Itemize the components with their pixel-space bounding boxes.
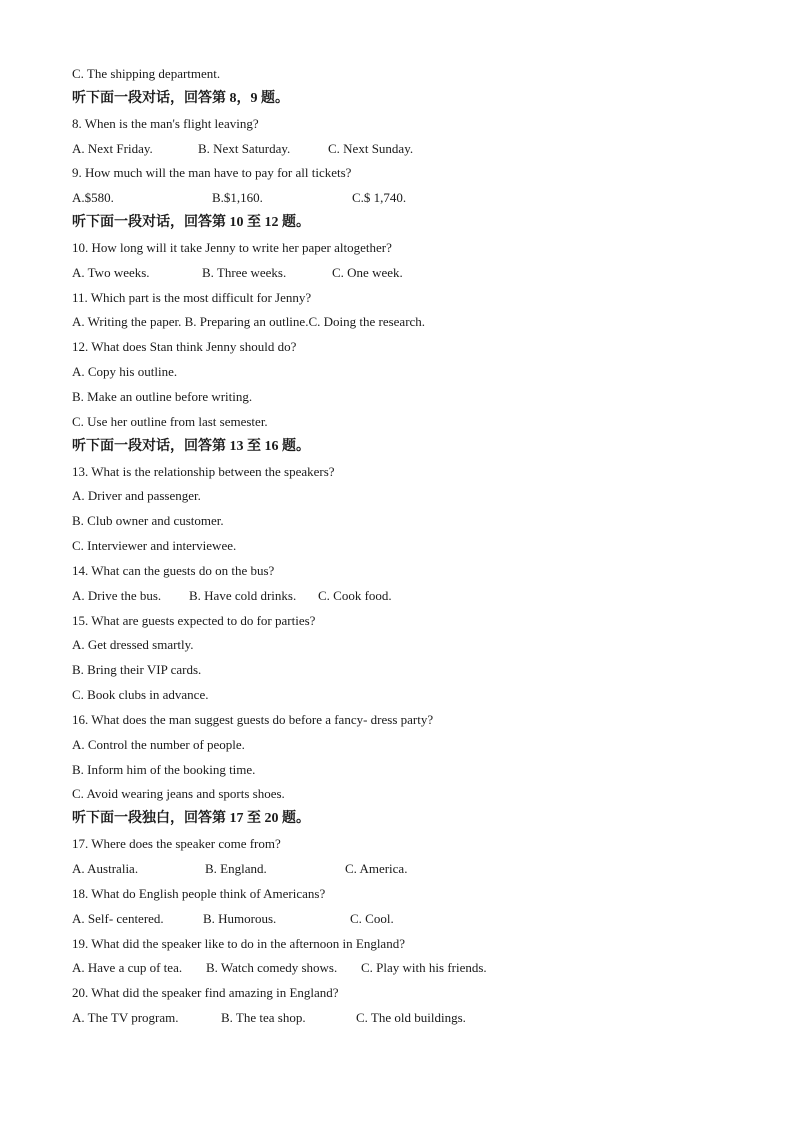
answer-option: C.$ 1,740. <box>352 190 407 206</box>
question-line: A. Get dressed smartly. <box>72 637 194 653</box>
question-line: C. Book clubs in advance. <box>72 687 209 703</box>
answer-option: A. Have a cup of tea. <box>72 960 183 976</box>
question-line: 20. What did the speaker find amazing in England? <box>72 985 339 1001</box>
question-line: 8. When is the man's flight leaving? <box>72 115 259 131</box>
question-line: 15. What are guests expected to do for parties? <box>72 612 316 628</box>
answer-options-row <box>72 956 732 981</box>
answer-option: A. Drive the bus. <box>72 587 162 603</box>
answer-option: C. The old buildings. <box>356 1010 466 1026</box>
answer-option: C. America. <box>345 861 408 876</box>
question-line: 13. What is the relationship between the speakers? <box>72 463 335 479</box>
question-line: 11. Which part is the most difficult for Jenny? <box>72 289 312 305</box>
answer-option: B. Three weeks. <box>202 264 287 280</box>
question-line: B. Inform him of the booking time. <box>72 761 256 777</box>
answer-option: C. Cool. <box>350 910 394 926</box>
question-line: A. Control the number of people. <box>72 736 245 752</box>
answer-option: C. One week. <box>332 264 403 280</box>
question-line: 17. Where does the speaker come from? <box>72 836 281 852</box>
question-line: 16. What does the man suggest guests do before a fancy- dress party? <box>72 711 434 727</box>
question-line: A. Copy his outline. <box>72 364 178 380</box>
section-instruction: 听下面一段对话，回答第 13 至 16 题。 <box>72 438 310 454</box>
question-line: A. Driver and passenger. <box>72 488 201 504</box>
question-line: C. The shipping department. <box>72 66 221 81</box>
question-line: 14. What can the guests do on the bus? <box>72 562 275 578</box>
question-line: B. Bring their VIP cards. <box>72 662 202 678</box>
answer-option: B.$1,160. <box>212 190 263 206</box>
answer-option: A.$580. <box>72 190 114 206</box>
question-line: 10. How long will it take Jenny to write her paper altogether? <box>72 239 392 255</box>
answer-options-row <box>72 261 732 286</box>
answer-options-row <box>72 1006 732 1031</box>
question-line: C. Use her outline from last semester. <box>72 413 268 429</box>
question-line: A. Writing the paper. B. Preparing an outline.C. Doing the research. <box>72 314 426 330</box>
question-line: 9. How much will the man have to pay for all tickets? <box>72 165 352 181</box>
answer-options-row <box>72 907 732 932</box>
answer-options-row <box>72 186 732 211</box>
answer-option: B. Humorous. <box>203 910 277 926</box>
answer-options-row <box>72 584 732 609</box>
question-line: B. Club owner and customer. <box>72 513 224 529</box>
answer-option: C. Cook food. <box>318 587 392 603</box>
answer-option: B. Have cold drinks. <box>189 587 297 603</box>
question-line: B. Make an outline before writing. <box>72 388 253 404</box>
answer-options-row <box>72 857 732 882</box>
answer-option: A. The TV program. <box>72 1010 179 1026</box>
question-line: 12. What does Stan think Jenny should do? <box>72 339 297 355</box>
answer-option: B. Watch comedy shows. <box>206 960 338 976</box>
document-page <box>72 62 732 1031</box>
answer-option: A. Australia. <box>72 861 139 876</box>
section-instruction: 听下面一段对话，回答第 10 至 12 题。 <box>72 215 310 231</box>
answer-option: B. Next Saturday. <box>198 140 291 156</box>
answer-option: A. Two weeks. <box>72 264 150 280</box>
section-instruction: 听下面一段独白，回答第 17 至 20 题。 <box>72 811 310 827</box>
answer-option: C. Play with his friends. <box>361 960 487 976</box>
answer-option: B. The tea shop. <box>221 1010 306 1026</box>
section-instruction: 听下面一段对话，回答第 8，9 题。 <box>72 90 289 106</box>
answer-option: C. Next Sunday. <box>328 140 414 156</box>
answer-option: A. Self- centered. <box>72 910 164 926</box>
question-line: 19. What did the speaker like to do in the afternoon in England? <box>72 935 405 951</box>
question-line: 18. What do English people think of Americans? <box>72 885 326 901</box>
answer-options-row <box>72 137 732 162</box>
question-line: C. Interviewer and interviewee. <box>72 538 237 554</box>
answer-option: A. Next Friday. <box>72 140 153 156</box>
question-line: C. Avoid wearing jeans and sports shoes. <box>72 786 285 802</box>
answer-option: B. England. <box>205 861 267 876</box>
